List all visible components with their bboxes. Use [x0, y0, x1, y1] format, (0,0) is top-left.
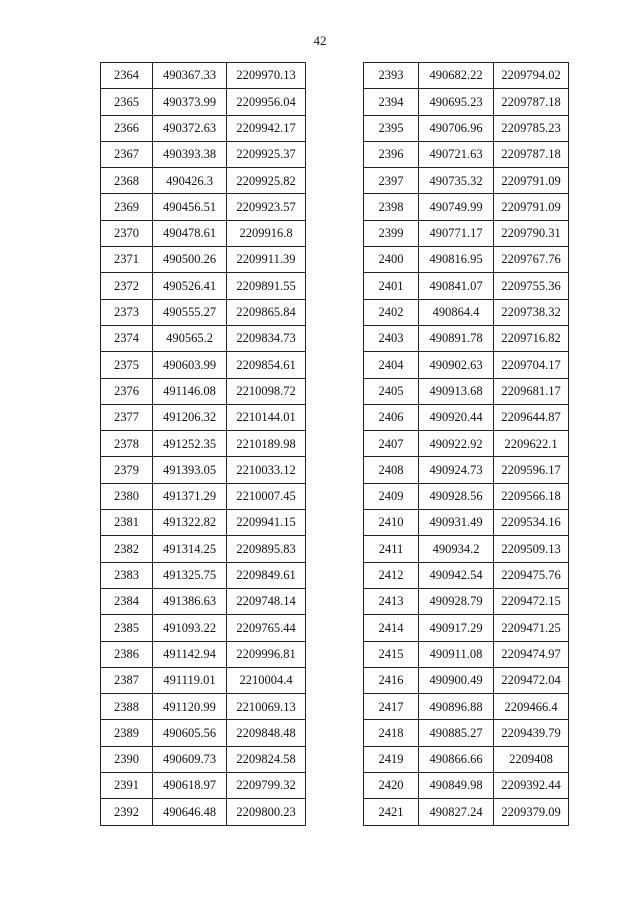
point-number-cell: 2382	[101, 536, 153, 562]
table-row	[101, 641, 306, 667]
y-coordinate-cell: 2209471.25	[494, 615, 569, 641]
table-row	[101, 720, 306, 746]
x-coordinate-cell: 490942.54	[419, 562, 494, 588]
point-number-cell: 2370	[101, 220, 153, 246]
point-number-cell: 2376	[101, 378, 153, 404]
y-coordinate-cell: 2209767.76	[494, 247, 569, 273]
point-number-cell: 2408	[364, 457, 419, 483]
table-row	[101, 325, 306, 351]
table-row	[364, 141, 569, 167]
y-coordinate-cell: 2209891.55	[227, 273, 306, 299]
table-row	[101, 536, 306, 562]
x-coordinate-cell: 490555.27	[153, 299, 227, 325]
point-number-cell: 2390	[101, 746, 153, 772]
x-coordinate-cell: 490526.41	[153, 273, 227, 299]
x-coordinate-cell: 490749.99	[419, 194, 494, 220]
point-number-cell: 2375	[101, 352, 153, 378]
y-coordinate-cell: 2210004.4	[227, 667, 306, 693]
table-row	[364, 483, 569, 509]
y-coordinate-cell: 2209472.15	[494, 588, 569, 614]
y-coordinate-cell: 2209895.83	[227, 536, 306, 562]
x-coordinate-cell: 490367.33	[153, 63, 227, 89]
point-number-cell: 2418	[364, 720, 419, 746]
y-coordinate-cell: 2209765.44	[227, 615, 306, 641]
table-row	[101, 299, 306, 325]
table-row	[364, 194, 569, 220]
x-coordinate-cell: 490682.22	[419, 63, 494, 89]
y-coordinate-cell: 2209755.36	[494, 273, 569, 299]
y-coordinate-cell: 2209474.97	[494, 641, 569, 667]
y-coordinate-cell: 2209794.02	[494, 63, 569, 89]
y-coordinate-cell: 2209865.84	[227, 299, 306, 325]
table-row	[364, 799, 569, 825]
y-coordinate-cell: 2210189.98	[227, 431, 306, 457]
point-number-cell: 2406	[364, 404, 419, 430]
table-row	[364, 536, 569, 562]
table-row	[364, 404, 569, 430]
x-coordinate-cell: 490931.49	[419, 510, 494, 536]
y-coordinate-cell: 2209475.76	[494, 562, 569, 588]
point-number-cell: 2393	[364, 63, 419, 89]
point-number-cell: 2388	[101, 694, 153, 720]
point-number-cell: 2398	[364, 194, 419, 220]
y-coordinate-cell: 2209644.87	[494, 404, 569, 430]
y-coordinate-cell: 2209848.48	[227, 720, 306, 746]
point-number-cell: 2368	[101, 168, 153, 194]
x-coordinate-cell: 490695.23	[419, 89, 494, 115]
y-coordinate-cell: 2209785.23	[494, 115, 569, 141]
table-row	[364, 220, 569, 246]
point-number-cell: 2412	[364, 562, 419, 588]
x-coordinate-cell: 490866.66	[419, 746, 494, 772]
y-coordinate-cell: 2209790.31	[494, 220, 569, 246]
point-number-cell: 2413	[364, 588, 419, 614]
y-coordinate-cell: 2209392.44	[494, 773, 569, 799]
x-coordinate-cell: 491093.22	[153, 615, 227, 641]
x-coordinate-cell: 491322.82	[153, 510, 227, 536]
x-coordinate-cell: 491314.25	[153, 536, 227, 562]
x-coordinate-cell: 491120.99	[153, 694, 227, 720]
point-number-cell: 2402	[364, 299, 419, 325]
y-coordinate-cell: 2209439.79	[494, 720, 569, 746]
table-row	[364, 63, 569, 89]
table-row	[101, 562, 306, 588]
table-row	[101, 352, 306, 378]
x-coordinate-cell: 490771.17	[419, 220, 494, 246]
table-row	[364, 720, 569, 746]
table-row	[101, 799, 306, 825]
y-coordinate-cell: 2210098.72	[227, 378, 306, 404]
point-number-cell: 2405	[364, 378, 419, 404]
y-coordinate-cell: 2209787.18	[494, 141, 569, 167]
x-coordinate-cell: 490373.99	[153, 89, 227, 115]
y-coordinate-cell: 2209834.73	[227, 325, 306, 351]
point-number-cell: 2371	[101, 247, 153, 273]
table-row	[364, 615, 569, 641]
point-number-cell: 2395	[364, 115, 419, 141]
point-number-cell: 2391	[101, 773, 153, 799]
x-coordinate-cell: 490928.79	[419, 588, 494, 614]
point-number-cell: 2367	[101, 141, 153, 167]
x-coordinate-cell: 490609.73	[153, 746, 227, 772]
y-coordinate-cell: 2209800.23	[227, 799, 306, 825]
point-number-cell: 2401	[364, 273, 419, 299]
y-coordinate-cell: 2209942.17	[227, 115, 306, 141]
point-number-cell: 2397	[364, 168, 419, 194]
x-coordinate-cell: 491206.32	[153, 404, 227, 430]
x-coordinate-cell: 490920.44	[419, 404, 494, 430]
y-coordinate-cell: 2209824.58	[227, 746, 306, 772]
x-coordinate-cell: 490827.24	[419, 799, 494, 825]
x-coordinate-cell: 491146.08	[153, 378, 227, 404]
y-coordinate-cell: 2210007.45	[227, 483, 306, 509]
x-coordinate-cell: 490646.48	[153, 799, 227, 825]
page-number: 42	[313, 33, 327, 48]
table-row	[101, 773, 306, 799]
y-coordinate-cell: 2209923.57	[227, 194, 306, 220]
point-number-cell: 2403	[364, 325, 419, 351]
x-coordinate-cell: 490885.27	[419, 720, 494, 746]
table-row	[364, 299, 569, 325]
y-coordinate-cell: 2209791.09	[494, 194, 569, 220]
table-row	[101, 694, 306, 720]
y-coordinate-cell: 2209681.17	[494, 378, 569, 404]
x-coordinate-cell: 490565.2	[153, 325, 227, 351]
point-number-cell: 2420	[364, 773, 419, 799]
y-coordinate-cell: 2209925.82	[227, 168, 306, 194]
point-number-cell: 2380	[101, 483, 153, 509]
table-row	[364, 378, 569, 404]
point-number-cell: 2415	[364, 641, 419, 667]
y-coordinate-cell: 2210144.01	[227, 404, 306, 430]
x-coordinate-cell: 490372.63	[153, 115, 227, 141]
table-row	[101, 273, 306, 299]
point-number-cell: 2374	[101, 325, 153, 351]
point-number-cell: 2372	[101, 273, 153, 299]
y-coordinate-cell: 2209970.13	[227, 63, 306, 89]
table-row	[101, 404, 306, 430]
table-row	[364, 510, 569, 536]
y-coordinate-cell: 2209916.8	[227, 220, 306, 246]
point-number-cell: 2417	[364, 694, 419, 720]
y-coordinate-cell: 2209566.18	[494, 483, 569, 509]
point-number-cell: 2365	[101, 89, 153, 115]
y-coordinate-cell: 2209704.17	[494, 352, 569, 378]
table-row	[101, 247, 306, 273]
x-coordinate-cell: 490393.38	[153, 141, 227, 167]
y-coordinate-cell: 2209956.04	[227, 89, 306, 115]
y-coordinate-cell: 2210033.12	[227, 457, 306, 483]
x-coordinate-cell: 490426.3	[153, 168, 227, 194]
point-number-cell: 2386	[101, 641, 153, 667]
point-number-cell: 2419	[364, 746, 419, 772]
x-coordinate-cell: 490618.97	[153, 773, 227, 799]
y-coordinate-cell: 2209925.37	[227, 141, 306, 167]
table-row	[364, 247, 569, 273]
table-row	[101, 510, 306, 536]
table-row	[364, 562, 569, 588]
x-coordinate-cell: 490924.73	[419, 457, 494, 483]
x-coordinate-cell: 490735.32	[419, 168, 494, 194]
x-coordinate-cell: 490603.99	[153, 352, 227, 378]
y-coordinate-cell: 2209408	[494, 746, 569, 772]
x-coordinate-cell: 491393.05	[153, 457, 227, 483]
table-row	[101, 63, 306, 89]
point-number-cell: 2416	[364, 667, 419, 693]
table-row	[364, 115, 569, 141]
table-row	[101, 588, 306, 614]
x-coordinate-cell: 491252.35	[153, 431, 227, 457]
point-number-cell: 2384	[101, 588, 153, 614]
point-number-cell: 2378	[101, 431, 153, 457]
table-row	[101, 89, 306, 115]
y-coordinate-cell: 2209596.17	[494, 457, 569, 483]
x-coordinate-cell: 490922.92	[419, 431, 494, 457]
point-number-cell: 2392	[101, 799, 153, 825]
table-row	[364, 168, 569, 194]
table-row	[101, 746, 306, 772]
y-coordinate-cell: 2209941.15	[227, 510, 306, 536]
table-row	[364, 694, 569, 720]
point-number-cell: 2381	[101, 510, 153, 536]
point-number-cell: 2396	[364, 141, 419, 167]
y-coordinate-cell: 2209996.81	[227, 641, 306, 667]
y-coordinate-cell: 2209534.16	[494, 510, 569, 536]
table-row	[364, 325, 569, 351]
point-number-cell: 2373	[101, 299, 153, 325]
x-coordinate-cell: 490721.63	[419, 141, 494, 167]
table-row	[101, 115, 306, 141]
table-row	[101, 457, 306, 483]
table-row	[101, 141, 306, 167]
table-row	[364, 746, 569, 772]
point-number-cell: 2387	[101, 667, 153, 693]
point-number-cell: 2377	[101, 404, 153, 430]
x-coordinate-cell: 491371.29	[153, 483, 227, 509]
x-coordinate-cell: 490913.68	[419, 378, 494, 404]
x-coordinate-cell: 490849.98	[419, 773, 494, 799]
x-coordinate-cell: 490706.96	[419, 115, 494, 141]
table-row	[364, 457, 569, 483]
x-coordinate-cell: 490902.63	[419, 352, 494, 378]
x-coordinate-cell: 490928.56	[419, 483, 494, 509]
x-coordinate-cell: 490478.61	[153, 220, 227, 246]
x-coordinate-cell: 490605.56	[153, 720, 227, 746]
point-number-cell: 2404	[364, 352, 419, 378]
y-coordinate-cell: 2209472.04	[494, 667, 569, 693]
x-coordinate-cell: 491325.75	[153, 562, 227, 588]
y-coordinate-cell: 2209748.14	[227, 588, 306, 614]
x-coordinate-cell: 490917.29	[419, 615, 494, 641]
table-row	[101, 483, 306, 509]
table-row	[101, 194, 306, 220]
y-coordinate-cell: 2209911.39	[227, 247, 306, 273]
table-row	[364, 773, 569, 799]
point-number-cell: 2409	[364, 483, 419, 509]
y-coordinate-cell: 2209787.18	[494, 89, 569, 115]
table-row	[364, 352, 569, 378]
x-coordinate-cell: 491142.94	[153, 641, 227, 667]
table-row	[364, 431, 569, 457]
point-number-cell: 2383	[101, 562, 153, 588]
y-coordinate-cell: 2209791.09	[494, 168, 569, 194]
table-row	[364, 588, 569, 614]
table-row	[101, 667, 306, 693]
x-coordinate-cell: 491119.01	[153, 667, 227, 693]
x-coordinate-cell: 490500.26	[153, 247, 227, 273]
point-number-cell: 2394	[364, 89, 419, 115]
point-number-cell: 2385	[101, 615, 153, 641]
table-row	[364, 641, 569, 667]
y-coordinate-cell: 2209799.32	[227, 773, 306, 799]
coordinates-table-right	[363, 62, 569, 826]
x-coordinate-cell: 490934.2	[419, 536, 494, 562]
table-row	[364, 273, 569, 299]
y-coordinate-cell: 2209849.61	[227, 562, 306, 588]
point-number-cell: 2400	[364, 247, 419, 273]
x-coordinate-cell: 490841.07	[419, 273, 494, 299]
table-row	[364, 89, 569, 115]
point-number-cell: 2410	[364, 510, 419, 536]
x-coordinate-cell: 490456.51	[153, 194, 227, 220]
point-number-cell: 2414	[364, 615, 419, 641]
y-coordinate-cell: 2210069.13	[227, 694, 306, 720]
coordinates-table-left	[100, 62, 306, 826]
table-row	[101, 615, 306, 641]
table-row	[101, 220, 306, 246]
table-row	[101, 168, 306, 194]
y-coordinate-cell: 2209738.32	[494, 299, 569, 325]
y-coordinate-cell: 2209622.1	[494, 431, 569, 457]
point-number-cell: 2389	[101, 720, 153, 746]
point-number-cell: 2366	[101, 115, 153, 141]
x-coordinate-cell: 490900.49	[419, 667, 494, 693]
point-number-cell: 2411	[364, 536, 419, 562]
table-row	[364, 667, 569, 693]
table-row	[101, 431, 306, 457]
x-coordinate-cell: 490896.88	[419, 694, 494, 720]
y-coordinate-cell: 2209466.4	[494, 694, 569, 720]
y-coordinate-cell: 2209509.13	[494, 536, 569, 562]
point-number-cell: 2369	[101, 194, 153, 220]
point-number-cell: 2407	[364, 431, 419, 457]
x-coordinate-cell: 490816.95	[419, 247, 494, 273]
y-coordinate-cell: 2209379.09	[494, 799, 569, 825]
point-number-cell: 2399	[364, 220, 419, 246]
x-coordinate-cell: 490911.08	[419, 641, 494, 667]
point-number-cell: 2379	[101, 457, 153, 483]
point-number-cell: 2364	[101, 63, 153, 89]
x-coordinate-cell: 490864.4	[419, 299, 494, 325]
x-coordinate-cell: 490891.78	[419, 325, 494, 351]
point-number-cell: 2421	[364, 799, 419, 825]
y-coordinate-cell: 2209716.82	[494, 325, 569, 351]
x-coordinate-cell: 491386.63	[153, 588, 227, 614]
table-row	[101, 378, 306, 404]
y-coordinate-cell: 2209854.61	[227, 352, 306, 378]
